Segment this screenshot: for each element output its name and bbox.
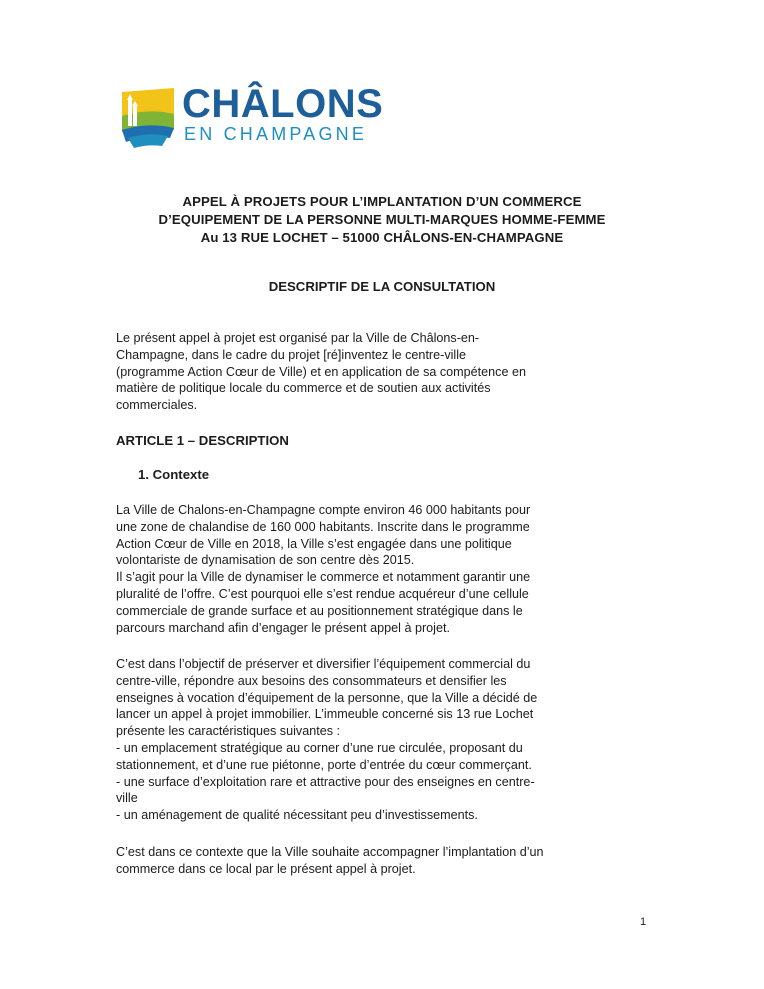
text-line: - un aménagement de qualité nécessitant peu d’investissements. xyxy=(116,808,478,823)
text-line: Le présent appel à projet est organisé par la Ville de Châlons-en- xyxy=(116,331,480,345)
text-line: commerciales. xyxy=(116,398,198,413)
text-line: ville xyxy=(116,791,138,806)
text-line: centre-ville, répondre aux besoins des consommateurs et densifier les xyxy=(116,673,507,688)
text-line: - une surface d’exploitation rare et attractive pour des enseignes en centre- xyxy=(116,774,535,789)
section-1-heading: 1. Contexte xyxy=(138,467,210,482)
page-number: 1 xyxy=(640,916,647,928)
text-line: Il s’agit pour la Ville de dynamiser le commerce et notamment garantir une xyxy=(116,570,531,585)
text-line: (programme Action Cœur de Ville) et en application de sa compétence en xyxy=(116,364,526,379)
text-line: C’est dans ce contexte que la Ville souhaite accompagner l’implantation d’un xyxy=(116,845,544,859)
context-paragraph-1 xyxy=(116,502,648,636)
intro-paragraph xyxy=(116,330,648,414)
text-line: La Ville de Chalons-en-Champagne compte environ 46 000 habitants pour xyxy=(116,503,531,517)
text-line: Champagne, dans le cadre du projet [ré]inventez le centre-ville xyxy=(116,347,467,362)
text-line: commerciale de grande surface et au positionnement stratégique dans le xyxy=(116,603,523,618)
article-1-heading: ARTICLE 1 – DESCRIPTION xyxy=(116,433,289,448)
text-line: matière de politique locale du commerce et de soutien aux activités xyxy=(116,381,491,396)
title-line-1: APPEL À PROJETS POUR L’IMPLANTATION D’UN COMMERCE xyxy=(182,194,582,209)
document-subtitle: DESCRIPTIF DE LA CONSULTATION xyxy=(268,279,496,294)
text-line: pluralité de l’offre. C’est pourquoi elle s’est rendue acquéreur d’une cellule xyxy=(116,586,529,601)
context-paragraph-3 xyxy=(116,844,648,878)
city-logo xyxy=(118,82,388,148)
logo-tagline: EN CHAMPAGNE xyxy=(184,124,368,144)
text-line: enseignes à vocation d’équipement de la personne, que la Ville a décidé de xyxy=(116,690,538,705)
text-line: commerce dans ce local par le présent appel à projet. xyxy=(116,861,416,876)
text-line: Action Cœur de Ville en 2018, la Ville s’est engagée dans une politique xyxy=(116,536,512,551)
text-line: lancer un appel à projet immobilier. L’immeuble concerné sis 13 rue Lochet xyxy=(116,707,534,722)
text-line: C’est dans l’objectif de préserver et diversifier l’équipement commercial du xyxy=(116,657,531,671)
logo-title: CHÂLONS xyxy=(182,82,384,126)
context-paragraph-2 xyxy=(116,656,648,824)
text-line: une zone de chalandise de 160 000 habitants. Inscrite dans le programme xyxy=(116,519,530,534)
text-line: stationnement, et d’une rue piétonne, porte d’entrée du cœur commerçant. xyxy=(116,757,532,772)
title-line-3: Au 13 RUE LOCHET – 51000 CHÂLONS-EN-CHAMPAGNE xyxy=(200,230,564,245)
text-line: parcours marchand afin d’engager le présent appel à projet. xyxy=(116,620,450,635)
text-line: présente les caractéristiques suivantes : xyxy=(116,724,341,739)
chalons-emblem-icon xyxy=(118,86,178,148)
text-line: volontariste de dynamisation de son centre dès 2015. xyxy=(116,553,415,568)
text-line: - un emplacement stratégique au corner d’une rue circulée, proposant du xyxy=(116,740,523,755)
title-line-2: D’EQUIPEMENT DE LA PERSONNE MULTI-MARQUES HOMME-FEMME xyxy=(158,212,606,227)
document-title xyxy=(80,193,684,247)
